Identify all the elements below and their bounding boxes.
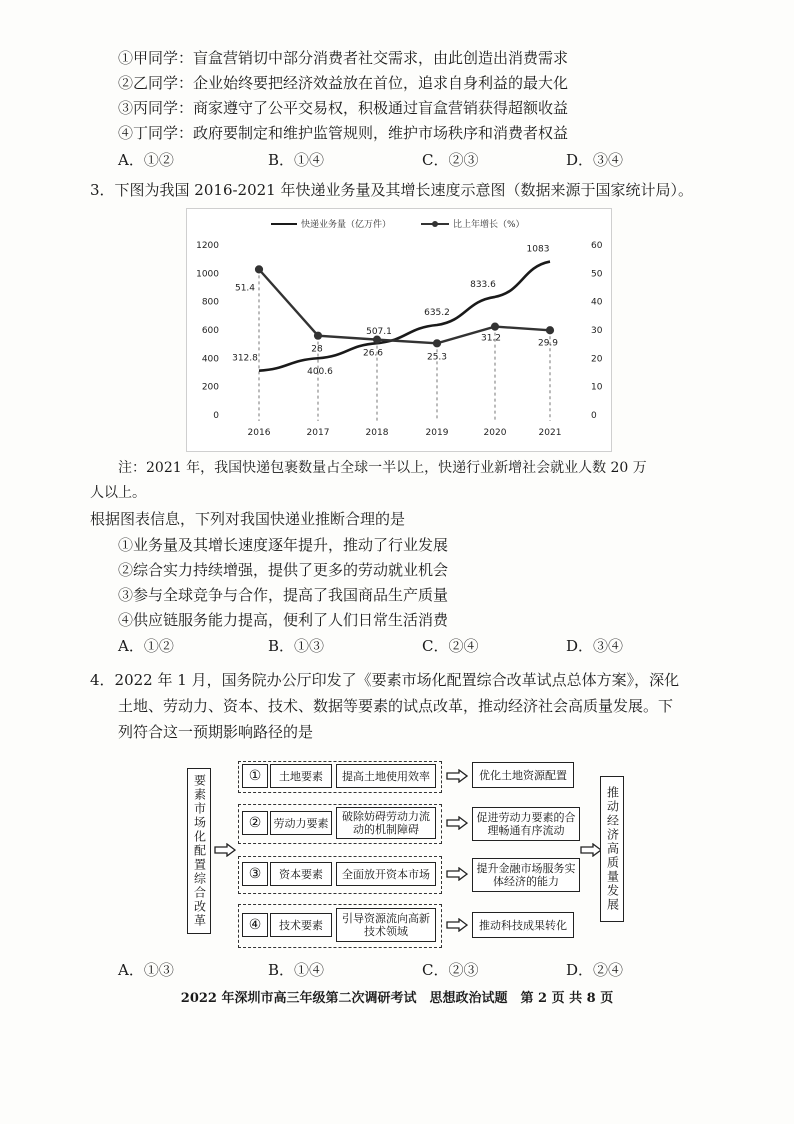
growth-point	[314, 332, 321, 339]
volume-data-label: 635.2	[424, 308, 450, 319]
q3-option-4: ④供应链服务能力提高，便利了人们日常生活消费	[118, 611, 449, 629]
arrow-left-in-icon	[214, 843, 236, 857]
arrow-row-3-icon	[446, 867, 468, 881]
x-tick-label: 2018	[365, 428, 389, 438]
right-tick-label: 40	[591, 297, 603, 308]
volume-data-label: 400.6	[307, 367, 333, 378]
q2-choice-d: D．③④	[566, 151, 624, 169]
q4-stem-line-2: 土地、劳动力、资本、技术、数据等要素的试点改革，推动经济社会高质量发展。下	[118, 697, 674, 715]
arrow-row-2-icon	[446, 816, 468, 830]
row-2-result: 促进劳动力要素的合理畅通有序流动	[472, 807, 580, 841]
growth-point	[491, 323, 498, 330]
row-3-measure: 全面放开资本市场	[336, 862, 436, 886]
q4-choice-a: A．①③	[118, 961, 174, 979]
growth-data-label: 28	[311, 344, 323, 355]
legend-volume-label: 快递业务量（亿万件）	[301, 220, 392, 230]
growth-data-label: 26.6	[362, 348, 384, 359]
q2-choice-b: B．①④	[268, 151, 325, 169]
arrow-right-out-icon	[580, 843, 602, 857]
q3-note-line-2: 人以上。	[90, 485, 146, 501]
q4-choice-d: D．②④	[566, 961, 624, 979]
right-tick-label: 50	[591, 269, 603, 280]
q2-option-3: ③丙同学：商家遵守了公平交易权，积极通过盲盒营销获得超额收益	[118, 99, 569, 117]
right-tick-label: 20	[591, 354, 603, 365]
q3-stem: 3．下图为我国 2016-2021 年快递业务量及其增长速度示意图（数据来源于国家统计局）。	[90, 181, 693, 199]
right-tick-label: 10	[591, 382, 603, 393]
arrow-row-4-icon	[446, 918, 468, 932]
left-tick-label: 800	[201, 297, 219, 308]
volume-data-label: 507.1	[366, 327, 392, 338]
q3-choice-a: A．①②	[118, 637, 174, 655]
q4-stem-line-3: 列符合这一预期影响路径的是	[118, 723, 314, 741]
q2-option-1: ①甲同学：盲盒营销切中部分消费者社交需求，由此创造出消费需求	[118, 49, 569, 67]
growth-point	[255, 266, 262, 273]
q4-stem-line-1: 4．2022 年 1 月，国务院办公厅印发了《要素市场化配置综合改革试点总体方案》，深化	[90, 671, 680, 689]
right-tick-label: 30	[591, 326, 603, 336]
chart-legend	[271, 218, 525, 230]
volume-data-label: 833.6	[470, 279, 496, 290]
left-tick-label: 1200	[196, 241, 219, 251]
q2-choice-a: A．①②	[118, 151, 174, 169]
row-1-factor: 土地要素	[270, 764, 332, 788]
row-3-factor: 资本要素	[270, 862, 332, 886]
row-4-result: 推动科技成果转化	[472, 912, 574, 938]
right-tick-label: 60	[591, 241, 603, 251]
left-tick-label: 0	[213, 411, 219, 421]
express-delivery-chart	[186, 208, 612, 452]
growth-data-label: 51.4	[234, 283, 256, 294]
row-2-measure: 破除妨碍劳动力流动的机制障碍	[336, 807, 436, 839]
q2-option-2: ②乙同学：企业始终要把经济效益放在首位，追求自身利益的最大化	[118, 74, 569, 92]
left-tick-label: 1000	[196, 269, 219, 280]
q3-option-1: ①业务量及其增长速度逐年提升，推动了行业发展	[118, 536, 449, 554]
diagram-left-box: 要素市场化配置综合改革	[187, 768, 211, 934]
q4-choice-b: B．①④	[268, 961, 325, 979]
q3-option-3: ③参与全球竞争与合作，提高了我国商品生产质量	[118, 586, 449, 604]
q3-option-2: ②综合实力持续增强，提供了更多的劳动就业机会	[118, 561, 449, 579]
right-tick-label: 0	[591, 411, 597, 421]
x-tick-label: 2016	[247, 428, 271, 438]
chart-marks	[232, 245, 558, 421]
row-1-number: ①	[242, 764, 268, 788]
x-tick-label: 2021	[538, 428, 562, 438]
q2-option-4: ④丁同学：政府要制定和维护监管规则，维护市场秩序和消费者权益	[118, 124, 569, 142]
diagram-right-box: 推动经济高质量发展	[600, 776, 624, 922]
q2-choice-c: C．②③	[422, 151, 479, 169]
q3-choice-b: B．①③	[268, 637, 325, 655]
q4-choice-c: C．②③	[422, 961, 479, 979]
x-tick-label: 2017	[306, 428, 330, 438]
growth-data-label: 29.9	[537, 338, 559, 349]
row-1-result: 优化土地资源配置	[472, 762, 574, 788]
legend-growth-label: 比上年增长（%）	[453, 220, 525, 230]
legend-growth-marker	[432, 221, 438, 227]
q3-note-line-1: 注：2021 年，我国快递包裹数量占全球一半以上，快递行业新增社会就业人数 20 万	[118, 460, 647, 476]
x-tick-label: 2019	[425, 428, 449, 438]
q3-question: 根据图表信息，下列对我国快递业推断合理的是	[90, 510, 406, 528]
row-2-number: ②	[242, 811, 268, 835]
volume-data-label: 312.8	[232, 353, 258, 364]
left-tick-label: 400	[201, 354, 219, 365]
row-4-factor: 技术要素	[270, 913, 332, 937]
x-tick-label: 2020	[483, 428, 507, 438]
row-3-number: ③	[242, 862, 268, 886]
row-4-number: ④	[242, 913, 268, 937]
growth-point	[546, 327, 553, 334]
row-2-factor: 劳动力要素	[270, 811, 332, 835]
row-4-measure: 引导资源流向高新技术领域	[336, 908, 436, 942]
row-3-result: 提升金融市场服务实体经济的能力	[472, 858, 580, 892]
volume-series-line	[259, 262, 550, 371]
row-1-measure: 提高土地使用效率	[336, 764, 436, 788]
growth-point	[433, 340, 440, 347]
growth-data-label: 31.2	[480, 333, 502, 344]
page-footer: 2022 年深圳市高三年级第二次调研考试 思想政治试题 第 2 页 共 8 页	[180, 991, 614, 1006]
growth-series-line	[259, 269, 550, 343]
volume-data-label: 1083	[526, 244, 550, 255]
left-tick-label: 200	[201, 382, 219, 393]
left-tick-label: 600	[201, 326, 219, 336]
chart-svg	[187, 209, 611, 451]
arrow-row-1-icon	[446, 769, 468, 783]
growth-data-label: 25.3	[426, 352, 448, 363]
q3-choice-c: C．②④	[422, 637, 479, 655]
q3-choice-d: D．③④	[566, 637, 624, 655]
